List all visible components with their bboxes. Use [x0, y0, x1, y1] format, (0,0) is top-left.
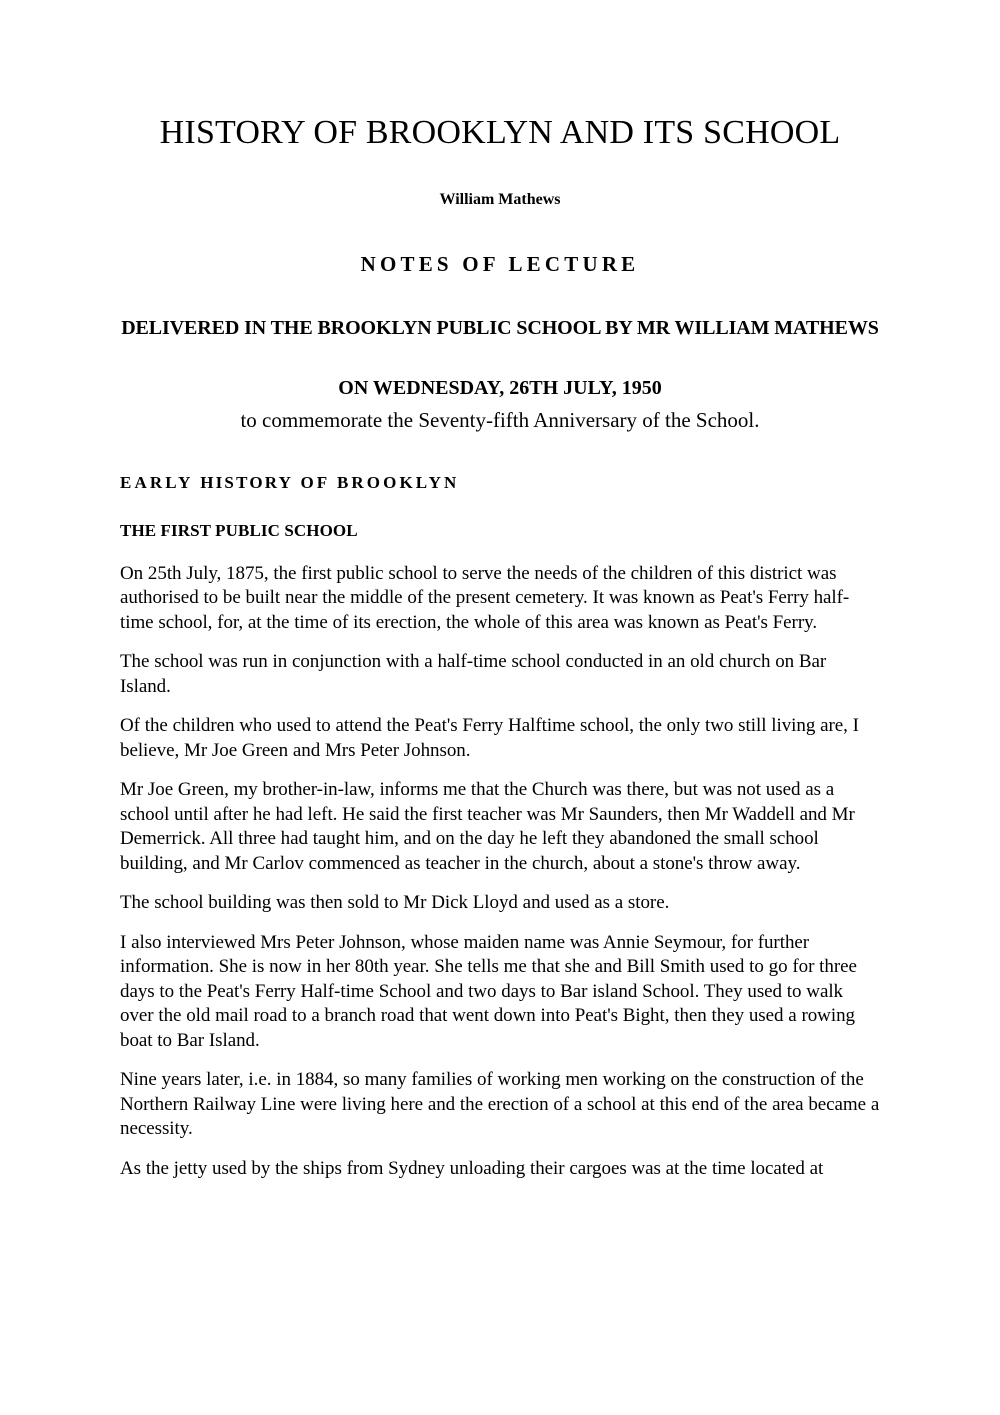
paragraph: As the jetty used by the ships from Sydney unloading their cargoes was at the time located at [120, 1157, 824, 1179]
paragraph: The school was run in conjunction with a half-time school conducted in an old church on Bar Island. [120, 651, 827, 697]
section-heading-word-of-brooklyn: OF BROOKLYN [300, 473, 460, 493]
author-byline: William Mathews [439, 191, 561, 209]
paragraph: I also interviewed Mrs Peter Johnson, whose maiden name was Annie Seymour, for further information. She is now in her 80th year. She tells me that she and Bill Smith used to go for three days to the Peat's Ferry Half-time School and two days to Bar island School. They used to walk over the old mail road to a branch road that went down into Peat's Bight, then they used a rowing boat to Bar Island. [120, 931, 857, 1051]
section-heading-early-history [120, 433, 880, 493]
section-heading-word-early: EARLY [120, 473, 193, 493]
notes-of-lecture-heading: NOTES OF LECTURE [360, 252, 640, 277]
paragraph: On 25th July, 1875, the first public school to serve the needs of the children of this district was authorised to be built near the middle of the present cemetery. It was known as Peat's Ferry half-time school, for, at the time of its erection, the whole of this area was known as Peat's Ferry. [120, 562, 850, 633]
sub-heading-first-public-school: THE FIRST PUBLIC SCHOOL [120, 521, 358, 541]
document-content [120, 0, 880, 1181]
body-text [120, 542, 880, 1182]
date-heading: ON WEDNESDAY, 26TH JULY, 1950 [338, 376, 662, 399]
section-heading-word-history: HISTORY [200, 473, 294, 493]
page-title: HISTORY OF BROOKLYN AND ITS SCHOOL [159, 114, 841, 151]
paragraph: Nine years later, i.e. in 1884, so many families of working men working on the construction of the Northern Railway Line were living here and the erection of a school at this end of the area became a necessity. [120, 1069, 880, 1140]
delivered-heading: DELIVERED IN THE BROOKLYN PUBLIC SCHOOL BY MR WILLIAM MATHEWS [121, 317, 879, 340]
occasion-line: to commemorate the Seventy-fifth Anniversary of the School. [240, 407, 760, 432]
paragraph: Mr Joe Green, my brother-in-law, informs me that the Church was there, but was not used as a school until after he had left. He said the first teacher was Mr Saunders, then Mr Waddell and Mr Demerrick. All three had taught him, and on the day he left they abandoned the small school building, and Mr Carlov commenced as teacher in the church, about a stone's throw away. [120, 779, 855, 874]
paragraph: Of the children who used to attend the Peat's Ferry Halftime school, the only two still living are, I believe, Mr Joe Green and Mrs Peter Johnson. [120, 715, 859, 761]
paragraph: The school building was then sold to Mr Dick Lloyd and used as a store. [120, 892, 670, 914]
